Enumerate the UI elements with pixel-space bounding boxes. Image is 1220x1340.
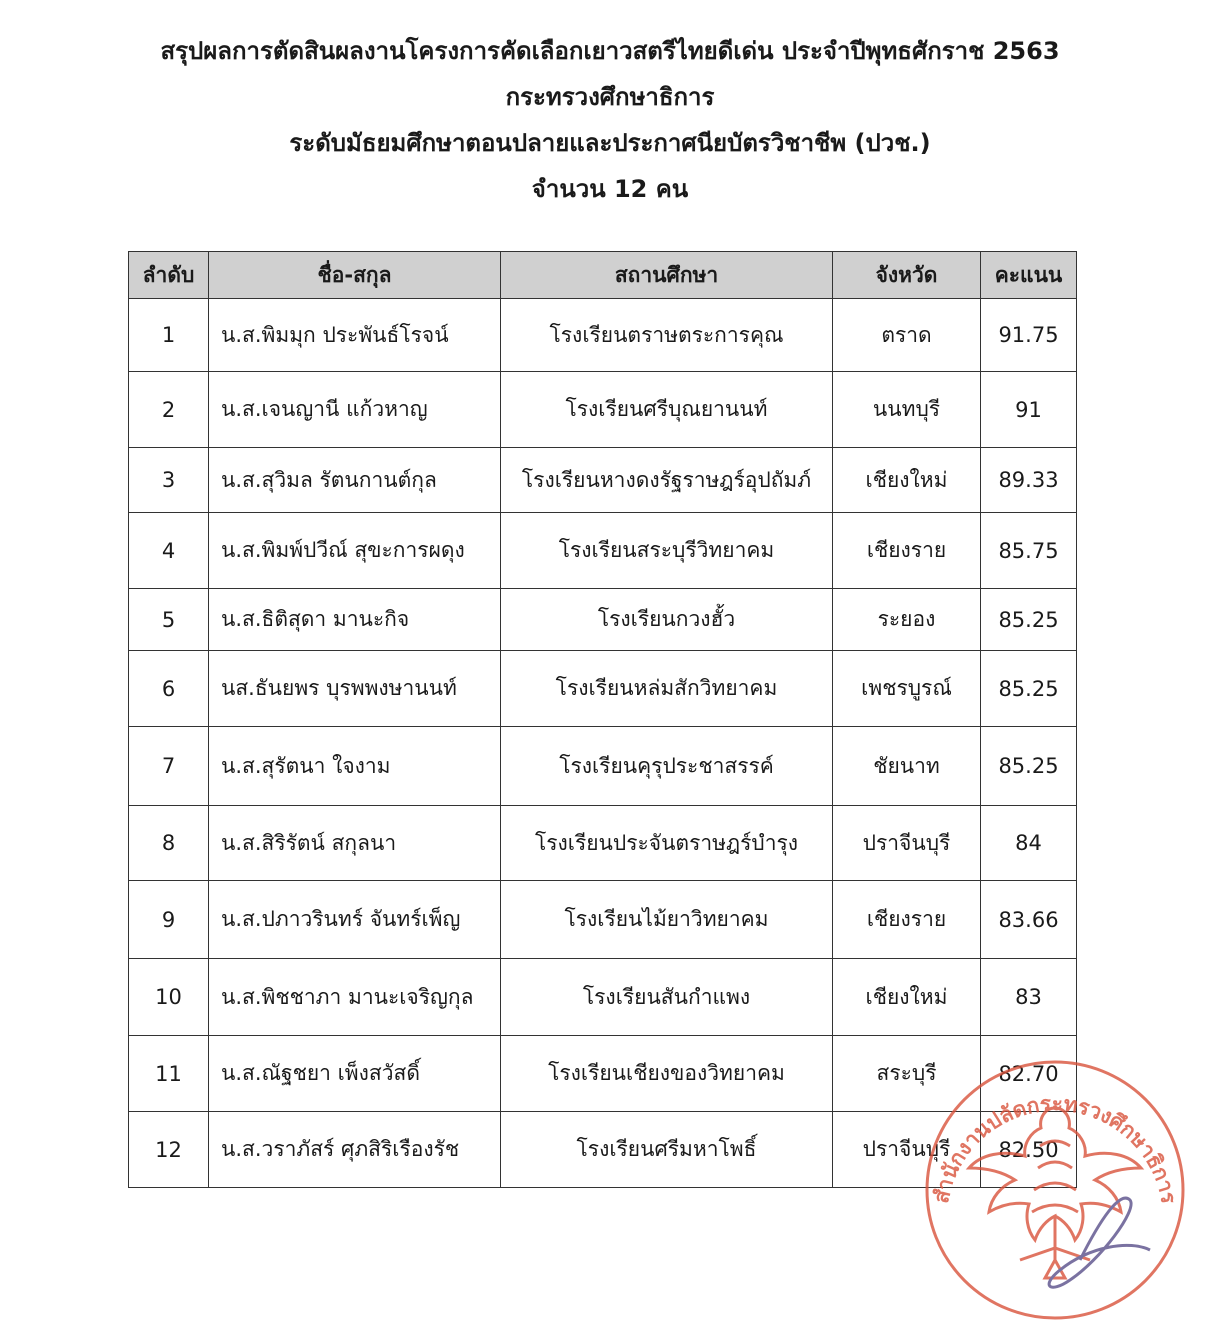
cell-school: โรงเรียนหล่มสักวิทยาคม — [501, 651, 833, 727]
cell-province: ปราจีนบุรี — [833, 806, 981, 881]
cell-no: 11 — [129, 1036, 209, 1112]
document-title: สรุปผลการตัดสินผลงานโครงการคัดเลือกเยาวสตรีไทยดีเด่น ประจำปีพุทธศักราช 2563 — [160, 37, 1060, 65]
cell-school: โรงเรียนสันกำแพง — [501, 959, 833, 1036]
table-header-row — [129, 252, 1077, 299]
cell-school: โรงเรียนกวงฮั้ว — [501, 589, 833, 651]
cell-province: ตราด — [833, 299, 981, 372]
cell-province: ปราจีนบุรี — [833, 1112, 981, 1188]
cell-name: น.ส.เจนญานี แก้วหาญ — [209, 372, 501, 448]
cell-score: 85.25 — [981, 589, 1077, 651]
cell-no: 7 — [129, 727, 209, 806]
cell-province: เพชรบูรณ์ — [833, 651, 981, 727]
results-table — [128, 251, 1077, 1188]
cell-no: 9 — [129, 881, 209, 959]
cell-no: 3 — [129, 448, 209, 513]
seal-text: สำนักงานปลัดกระทรวงศึกษาธิการ — [928, 1091, 1181, 1206]
cell-no: 12 — [129, 1112, 209, 1188]
cell-name: นส.ธันยพร บุรพพงษานนท์ — [209, 651, 501, 727]
cell-score: 89.33 — [981, 448, 1077, 513]
ministry-seal — [920, 1050, 1190, 1330]
cell-no: 2 — [129, 372, 209, 448]
cell-school: โรงเรียนศรีบุณยานนท์ — [501, 372, 833, 448]
cell-school: โรงเรียนเชียงของวิทยาคม — [501, 1036, 833, 1112]
cell-name: น.ส.สุวิมล รัตนกานต์กุล — [209, 448, 501, 513]
ministry-name: กระทรวงศึกษาธิการ — [505, 83, 715, 111]
cell-no: 10 — [129, 959, 209, 1036]
cell-name: น.ส.พิชชาภา มานะเจริญกุล — [209, 959, 501, 1036]
table-row — [129, 448, 1077, 513]
cell-no: 1 — [129, 299, 209, 372]
cell-province: ชัยนาท — [833, 727, 981, 806]
cell-province: เชียงราย — [833, 881, 981, 959]
table-row — [129, 806, 1077, 881]
column-header-name: ชื่อ-สกุล — [209, 252, 501, 299]
column-header-no: ลำดับ — [129, 252, 209, 299]
cell-score: 82.50 — [981, 1112, 1077, 1188]
cell-name: น.ส.สิริรัตน์ สกุลนา — [209, 806, 501, 881]
table-row — [129, 589, 1077, 651]
cell-score: 84 — [981, 806, 1077, 881]
cell-score: 83 — [981, 959, 1077, 1036]
table-row — [129, 299, 1077, 372]
column-header-province: จังหวัด — [833, 252, 981, 299]
cell-province: ระยอง — [833, 589, 981, 651]
cell-school: โรงเรียนคุรุประชาสรรค์ — [501, 727, 833, 806]
cell-no: 5 — [129, 589, 209, 651]
document-header — [0, 28, 1220, 212]
cell-name: น.ส.พิมมุก ประพันธ์โรจน์ — [209, 299, 501, 372]
cell-score: 91.75 — [981, 299, 1077, 372]
table-row — [129, 959, 1077, 1036]
cell-name: น.ส.ธิติสุดา มานะกิจ — [209, 589, 501, 651]
cell-score: 82.70 — [981, 1036, 1077, 1112]
cell-name: น.ส.วราภัสร์ ศุภสิริเรืองรัช — [209, 1112, 501, 1188]
cell-province: เชียงใหม่ — [833, 959, 981, 1036]
cell-name: น.ส.พิมพ์ปวีณ์ สุขะการผดุง — [209, 513, 501, 589]
cell-name: น.ส.ปภาวรินทร์ จันทร์เพ็ญ — [209, 881, 501, 959]
cell-school: โรงเรียนไม้ยาวิทยาคม — [501, 881, 833, 959]
cell-name: น.ส.สุรัตนา ใจงาม — [209, 727, 501, 806]
table-row — [129, 881, 1077, 959]
table-row — [129, 372, 1077, 448]
table-row — [129, 651, 1077, 727]
cell-score: 83.66 — [981, 881, 1077, 959]
cell-school: โรงเรียนหางดงรัฐราษฎร์อุปถัมภ์ — [501, 448, 833, 513]
cell-name: น.ส.ณัฐชยา เพ็งสวัสดิ์ — [209, 1036, 501, 1112]
recipient-count: จำนวน 12 คน — [531, 175, 689, 203]
cell-province: นนทบุรี — [833, 372, 981, 448]
column-header-school: สถานศึกษา — [501, 252, 833, 299]
cell-school: โรงเรียนประจันตราษฎร์บำรุง — [501, 806, 833, 881]
table-row — [129, 727, 1077, 806]
column-header-score: คะแนน — [981, 252, 1077, 299]
cell-no: 4 — [129, 513, 209, 589]
cell-school: โรงเรียนตราษตระการคุณ — [501, 299, 833, 372]
cell-province: สระบุรี — [833, 1036, 981, 1112]
cell-school: โรงเรียนสระบุรีวิทยาคม — [501, 513, 833, 589]
cell-province: เชียงราย — [833, 513, 981, 589]
cell-score: 85.25 — [981, 727, 1077, 806]
cell-no: 6 — [129, 651, 209, 727]
cell-score: 91 — [981, 372, 1077, 448]
cell-school: โรงเรียนศรีมหาโพธิ์ — [501, 1112, 833, 1188]
cell-province: เชียงใหม่ — [833, 448, 981, 513]
table-row — [129, 513, 1077, 589]
education-level: ระดับมัธยมศึกษาตอนปลายและประกาศนียบัตรวิชาชีพ (ปวช.) — [289, 129, 931, 157]
cell-score: 85.25 — [981, 651, 1077, 727]
cell-no: 8 — [129, 806, 209, 881]
cell-score: 85.75 — [981, 513, 1077, 589]
